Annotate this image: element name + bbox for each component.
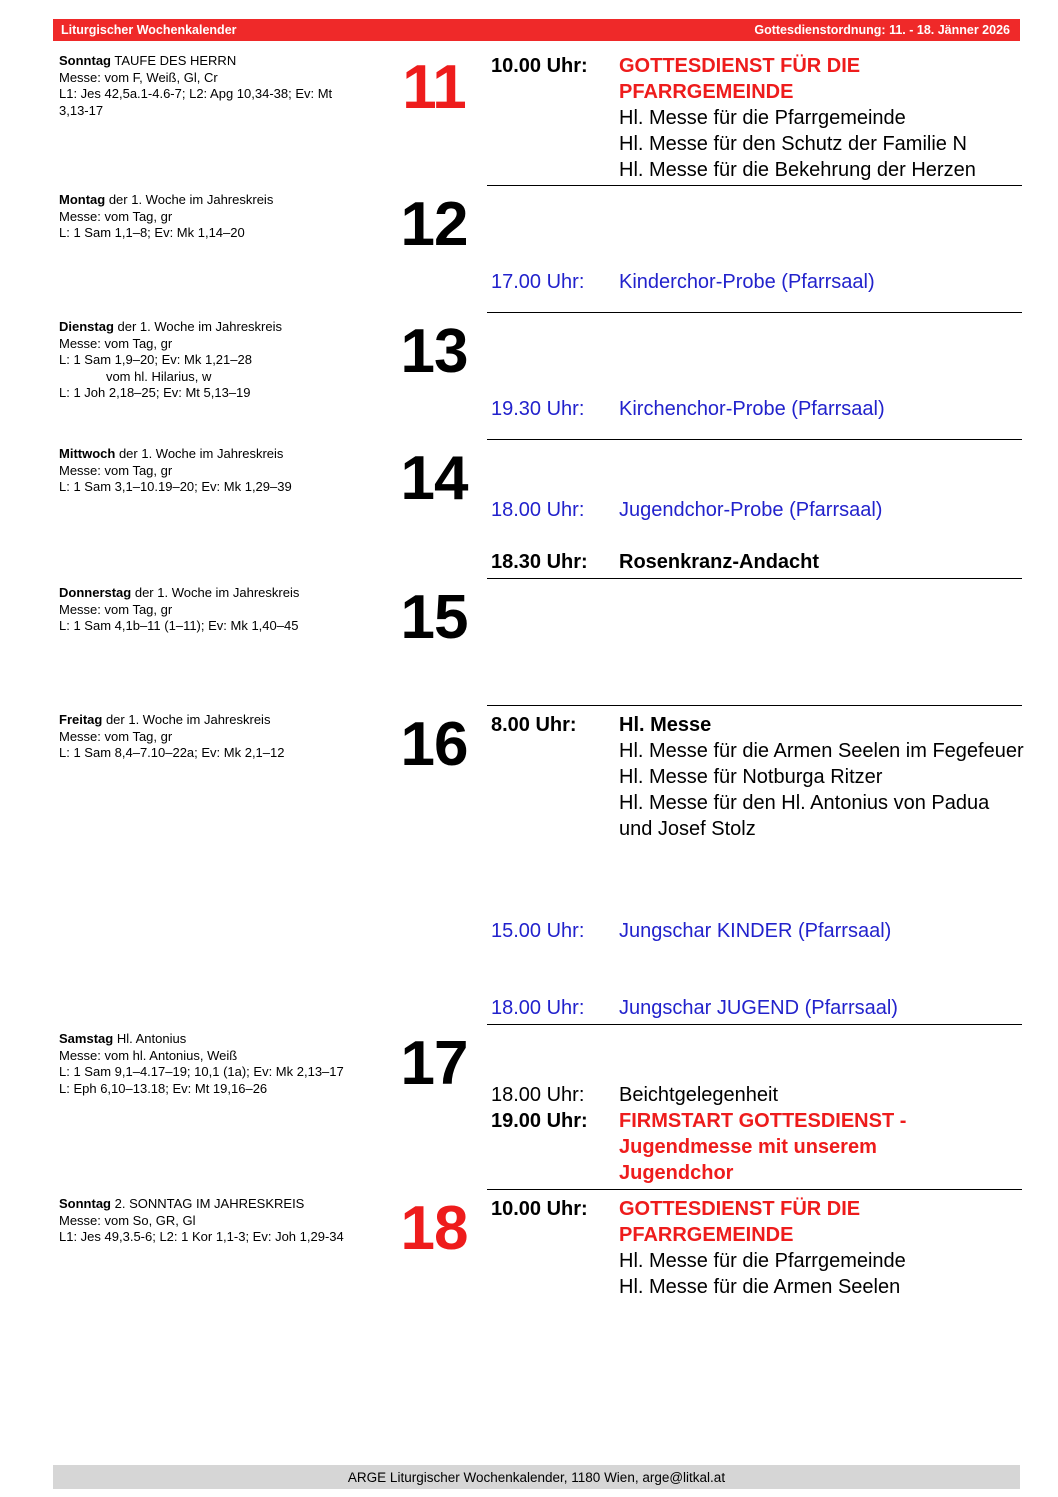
header-right: Gottesdienstordnung: 11. - 18. Jänner 2026: [754, 23, 1010, 37]
event-time: 17.00 Uhr:: [491, 271, 585, 293]
event-item: Hl. Messe für die Pfarrgemeinde: [619, 107, 906, 129]
event-title: Rosenkranz-Andacht: [619, 551, 820, 573]
divider: [487, 1024, 1022, 1025]
event-title: FIRMSTART GOTTESDIENST - Jugendmesse mit unserem Jugendchor: [619, 1110, 907, 1184]
divider: [487, 578, 1022, 579]
day-number: 12: [400, 190, 468, 259]
day-number: 17: [400, 1029, 468, 1098]
liturgy-info: Sonntag TAUFE DES HERRN Messe: vom F, Weiß, Gl, Cr L1: Jes 42,5a.1-4.6-7; L2: Apg 10,34-38; Ev: Mt 3,13-17: [59, 53, 333, 118]
event-title: Jugendchor-Probe (Pfarrsaal): [619, 499, 883, 521]
weekday: Montag: [59, 192, 106, 207]
day-number: 16: [400, 710, 468, 779]
weekday: Freitag: [59, 712, 103, 727]
footer-text: ARGE Liturgischer Wochenkalender, 1180 Wien, arge@litkal.at: [347, 1469, 726, 1485]
liturgy-info: Freitag der 1. Woche im Jahreskreis Messe: vom Tag, gr L: 1 Sam 8,4–7.10–22a; Ev: Mk 2,1–12: [59, 712, 285, 760]
day-12: [53, 192, 1022, 312]
event-title: GOTTESDIENST FÜR DIE PFARRGEMEINDE: [619, 55, 861, 103]
event-title: Jungschar JUGEND (Pfarrsaal): [619, 997, 898, 1019]
weekday: Sonntag: [59, 1196, 111, 1211]
day-17: [53, 1031, 1022, 1189]
header-bar: [53, 19, 1020, 41]
event-title: Kirchenchor-Probe (Pfarrsaal): [619, 398, 885, 420]
event-title: Kinderchor-Probe (Pfarrsaal): [619, 271, 875, 293]
day-number: 13: [400, 317, 468, 386]
divider: [487, 312, 1022, 313]
event-time: 8.00 Uhr:: [491, 714, 577, 736]
divider: [487, 439, 1022, 440]
event-time: 19.00 Uhr:: [491, 1110, 588, 1132]
day-14: [53, 446, 1022, 578]
event-item: Hl. Messe für die Armen Seelen: [619, 1276, 901, 1298]
event-time: 18.30 Uhr:: [491, 551, 588, 573]
divider: [487, 1189, 1022, 1190]
event-item: Hl. Messe für die Armen Seelen im Fegefeuer: [619, 740, 1024, 762]
weekday: Mittwoch: [59, 446, 116, 461]
liturgy-info: Montag der 1. Woche im Jahreskreis Messe: vom Tag, gr L: 1 Sam 1,1–8; Ev: Mk 1,14–20: [59, 192, 274, 240]
weekday: Sonntag: [59, 53, 111, 68]
liturgy-info: Donnerstag der 1. Woche im Jahreskreis Messe: vom Tag, gr L: 1 Sam 4,1b–11 (1–11); Ev: Mk 1,40–45: [59, 585, 300, 633]
event-time: 18.00 Uhr:: [491, 997, 585, 1019]
weekday: Dienstag: [59, 319, 114, 334]
day-18: [53, 1196, 1022, 1306]
event-time: 18.00 Uhr:: [491, 499, 585, 521]
day-number: 18: [400, 1194, 468, 1263]
weekday: Donnerstag: [59, 585, 132, 600]
day-number: 15: [400, 583, 468, 652]
event-item: Hl. Messe für den Hl. Antonius von Padua und Josef Stolz: [619, 792, 990, 840]
event-time: 15.00 Uhr:: [491, 920, 585, 942]
day-13: [53, 319, 1022, 439]
event-title: Beichtgelegenheit: [619, 1084, 779, 1106]
weekday: Samstag: [59, 1031, 114, 1046]
event-item: Hl. Messe für den Schutz der Familie N: [619, 133, 967, 155]
divider: [487, 185, 1022, 186]
event-time: 10.00 Uhr:: [491, 55, 588, 77]
event-title: Jungschar KINDER (Pfarrsaal): [619, 920, 892, 942]
event-time: 18.00 Uhr:: [491, 1084, 585, 1106]
liturgy-info: Samstag Hl. Antonius Messe: vom hl. Antonius, Weiß L: 1 Sam 9,1–4.17–19; 10,1 (1a); Ev: Mk 2,13–17 L: Eph 6,10–13.18; Ev: Mt 19,16–26: [59, 1031, 344, 1096]
event-time: 10.00 Uhr:: [491, 1198, 588, 1220]
event-item: Hl. Messe für die Bekehrung der Herzen: [619, 159, 976, 181]
divider: [487, 705, 1022, 706]
day-number: 11: [402, 53, 466, 122]
liturgy-info: Mittwoch der 1. Woche im Jahreskreis Messe: vom Tag, gr L: 1 Sam 3,1–10.19–20; Ev: Mk 1,29–39: [59, 446, 292, 494]
event-title: GOTTESDIENST FÜR DIE PFARRGEMEINDE: [619, 1198, 861, 1246]
footer-bar: [53, 1465, 1020, 1489]
day-11: [53, 53, 1022, 186]
day-number: 14: [400, 444, 468, 513]
liturgy-info: Dienstag der 1. Woche im Jahreskreis Messe: vom Tag, gr L: 1 Sam 1,9–20; Ev: Mk 1,21–28 vom hl. Hilarius, w L: 1 Joh 2,18–25; Ev: Mt 5,13–19: [59, 319, 283, 400]
header-left: Liturgischer Wochenkalender: [61, 23, 237, 37]
day-16: [53, 712, 1022, 1024]
day-15: [53, 585, 1022, 705]
event-time: 19.30 Uhr:: [491, 398, 585, 420]
event-item: Hl. Messe für Notburga Ritzer: [619, 766, 883, 788]
liturgy-info: Sonntag 2. SONNTAG IM JAHRESKREIS Messe: vom So, GR, Gl L1: Jes 49,3.5-6; L2: 1 Kor 1,1-3; Ev: Joh 1,29-34: [59, 1196, 344, 1244]
event-item: Hl. Messe für die Pfarrgemeinde: [619, 1250, 906, 1272]
event-title: Hl. Messe: [619, 714, 712, 736]
